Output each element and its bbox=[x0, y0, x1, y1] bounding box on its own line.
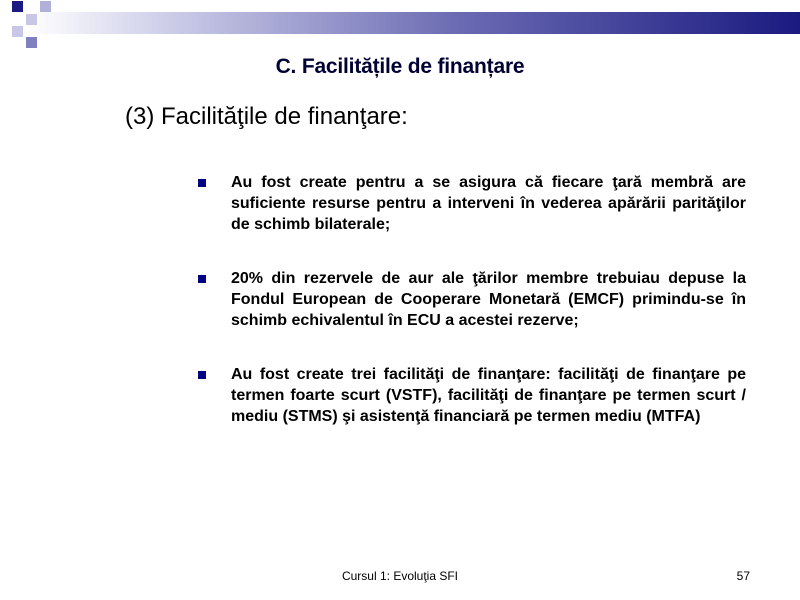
bullet-list bbox=[196, 172, 746, 427]
square-bullet-icon bbox=[198, 371, 206, 379]
bullet-item bbox=[196, 364, 746, 427]
slide-subtitle: (3) Facilităţile de finanţare: bbox=[125, 103, 408, 130]
footer-course-title: Cursul 1: Evoluţia SFI bbox=[341, 569, 459, 583]
bullet-text: Au fost create trei facilităţi de finanţare: facilităţi de finanţare pe termen foarte scurt (VSTF), facilităţi de finanţare pe termen scurt / mediu (STMS) şi asistenţă financiară pe termen mediu (MTFA) bbox=[231, 366, 746, 425]
bullet-item bbox=[196, 268, 746, 331]
page-number: 57 bbox=[736, 569, 750, 583]
slide-title: C. Facilitățile de finanțare bbox=[275, 55, 525, 78]
decor-square bbox=[12, 1, 23, 12]
decor-square bbox=[40, 1, 51, 12]
bullet-text: 20% din rezervele de aur ale ţărilor membre trebuiau depuse la Fondul European de Cooperare Monetară (EMCF) primindu-se în schimb echivalentul în ECU a acestei rezerve; bbox=[231, 270, 746, 329]
decor-square bbox=[26, 37, 37, 48]
bullet-item bbox=[196, 172, 746, 235]
decor-square bbox=[26, 14, 37, 25]
square-bullet-icon bbox=[198, 275, 206, 283]
bullet-text: Au fost create pentru a se asigura că fiecare ţară membră are suficiente resurse pentru a interveni în vederea apărării parităţilor de schimb bilaterale; bbox=[231, 174, 746, 233]
decor-square bbox=[12, 26, 23, 37]
square-bullet-icon bbox=[198, 179, 206, 187]
gradient-bar bbox=[28, 12, 800, 34]
